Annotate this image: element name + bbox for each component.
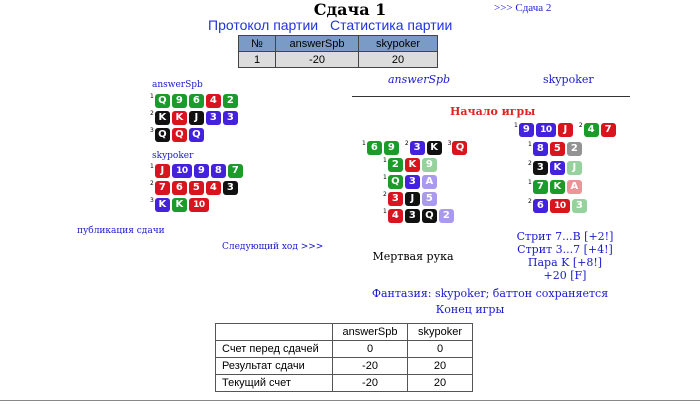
card: K [172, 198, 187, 212]
card: K [155, 111, 170, 125]
left-player1-name: answerSpb [152, 80, 203, 90]
card: 5 [189, 181, 204, 195]
card-row [150, 126, 206, 142]
card: 10 [536, 123, 556, 137]
card: 3 [572, 199, 587, 213]
row-number: 2 [383, 191, 387, 198]
card: Q [172, 128, 187, 142]
right-player2-label: skypoker [543, 73, 594, 86]
card: K [405, 158, 420, 172]
card: 3 [405, 209, 420, 223]
card: A [567, 180, 582, 194]
row-number: 2 [150, 180, 154, 187]
card: J [405, 192, 420, 206]
card: 3 [405, 175, 420, 189]
row-number: 2 [150, 110, 154, 117]
card: 7 [228, 164, 243, 178]
score-header-p2: skypoker [408, 324, 473, 341]
card: 4 [206, 94, 221, 108]
card-row [514, 121, 618, 137]
card: 6 [533, 199, 548, 213]
card: 6 [367, 141, 382, 155]
dead-hand-label: Мертвая рука [372, 250, 454, 263]
card: 2 [567, 142, 582, 156]
card: 7 [601, 123, 616, 137]
game-start-label: Начало игры [450, 105, 536, 118]
card: 7 [533, 180, 548, 194]
card: 2 [439, 209, 454, 223]
right-player1-label: answerSpb [388, 73, 451, 86]
protocol-link[interactable]: Протокол партии [208, 17, 319, 33]
card: 3 [410, 141, 425, 155]
card: 7 [155, 181, 170, 195]
card: J [189, 111, 204, 125]
row-number: 2 [528, 160, 532, 167]
score-line: Пара K [+8!] [527, 256, 603, 269]
card-row [383, 156, 443, 172]
card: 9 [172, 94, 187, 108]
score-line: Стрит 7...B [+2!] [516, 230, 614, 243]
card: A [422, 175, 437, 189]
row-number: 2 [404, 140, 409, 147]
card: 8 [533, 142, 548, 156]
row-number: 1 [528, 179, 532, 186]
score-cell: -20 [333, 375, 408, 392]
card-row [528, 159, 588, 175]
row-number: 1 [514, 122, 518, 129]
left-player2-name: skypoker [152, 151, 194, 161]
next-move-link[interactable]: Следующий ход >>> [222, 242, 324, 252]
row-number: 1 [383, 174, 387, 181]
card: K [550, 180, 565, 194]
card: 9 [384, 141, 399, 155]
score-row-label: Результат сдачи [216, 358, 333, 375]
row-number: 1 [362, 140, 366, 147]
card: Q [388, 175, 403, 189]
publish-link[interactable]: публикация сдачи [77, 226, 165, 236]
card: 4 [206, 181, 221, 195]
protocol-cell[interactable]: 1 [239, 52, 276, 68]
card: 3 [388, 192, 403, 206]
card: 2 [388, 158, 403, 172]
card-row [150, 179, 240, 195]
card: Q [422, 209, 437, 223]
card: K [155, 198, 170, 212]
card: 3 [223, 181, 238, 195]
card: 2 [223, 94, 238, 108]
row-number: 3 [447, 140, 452, 147]
card-row [362, 139, 469, 155]
card: 6 [172, 181, 187, 195]
score-row-label: Счет перед сдачей [216, 341, 333, 358]
card: 5 [422, 192, 437, 206]
row-number: 2 [528, 198, 532, 205]
card: 8 [211, 164, 226, 178]
deal-title: Сдача 1 [313, 0, 387, 19]
card: 10 [189, 198, 209, 212]
card: K [172, 111, 187, 125]
card: 6 [189, 94, 204, 108]
card: 10 [172, 164, 192, 178]
card-row [383, 173, 443, 189]
score-header-p1: answerSpb [333, 324, 408, 341]
card: 10 [550, 199, 570, 213]
row-number: 1 [383, 208, 387, 215]
card: 4 [584, 123, 599, 137]
protocol-table [238, 35, 438, 68]
card: Q [155, 128, 170, 142]
bottom-divider [0, 400, 700, 401]
card: Q [155, 94, 170, 108]
row-number: 1 [150, 93, 154, 100]
card: 9 [194, 164, 209, 178]
card: 3 [533, 161, 548, 175]
score-cell: -20 [333, 358, 408, 375]
card: 9 [519, 123, 534, 137]
card: K [550, 161, 565, 175]
card-row [528, 178, 588, 194]
end-game-label: Конец игры [435, 303, 505, 316]
score-cell: 20 [408, 375, 473, 392]
fantasy-label: Фантазия: skypoker; баттон сохраняется [371, 287, 609, 300]
score-row-label: Текущий счет [216, 375, 333, 392]
row-number: 3 [150, 127, 154, 134]
card-row [150, 196, 211, 212]
score-line: Стрит 3...7 [+4!] [517, 243, 613, 256]
divider [352, 96, 630, 97]
protocol-header-p2: skypoker [359, 36, 438, 52]
card-row [150, 109, 240, 125]
card: 3 [223, 111, 238, 125]
card: J [567, 161, 582, 175]
card: 4 [388, 209, 403, 223]
card: J [155, 164, 170, 178]
card-row [150, 92, 240, 108]
score-line: +20 [F] [543, 269, 587, 282]
row-number: 3 [150, 197, 154, 204]
protocol-cell[interactable]: 20 [359, 52, 438, 68]
card-row [383, 207, 460, 223]
card: J [558, 123, 573, 137]
protocol-cell[interactable]: -20 [276, 52, 359, 68]
card: Q [189, 128, 204, 142]
score-lines [510, 230, 620, 282]
score-cell: 0 [333, 341, 408, 358]
score-table [215, 323, 473, 392]
row-number: 1 [528, 141, 532, 148]
score-cell: 20 [408, 358, 473, 375]
next-deal-link[interactable]: >>> Сдача 2 [494, 2, 552, 14]
card-row [383, 190, 443, 206]
card-row [528, 140, 588, 156]
row-number: 1 [150, 163, 154, 170]
row-number: 1 [383, 157, 387, 164]
card: 5 [550, 142, 565, 156]
protocol-header-p1: answerSpb [276, 36, 359, 52]
score-header-empty [216, 324, 333, 341]
stats-link[interactable]: Статистика партии [330, 17, 453, 33]
card: Q [452, 141, 467, 155]
card-row [150, 162, 245, 178]
protocol-header-num: № [239, 36, 276, 52]
card: K [427, 141, 442, 155]
card-row [528, 197, 593, 213]
score-cell: 0 [408, 341, 473, 358]
card: 3 [206, 111, 221, 125]
row-number: 2 [578, 122, 583, 129]
card: 9 [422, 158, 437, 172]
